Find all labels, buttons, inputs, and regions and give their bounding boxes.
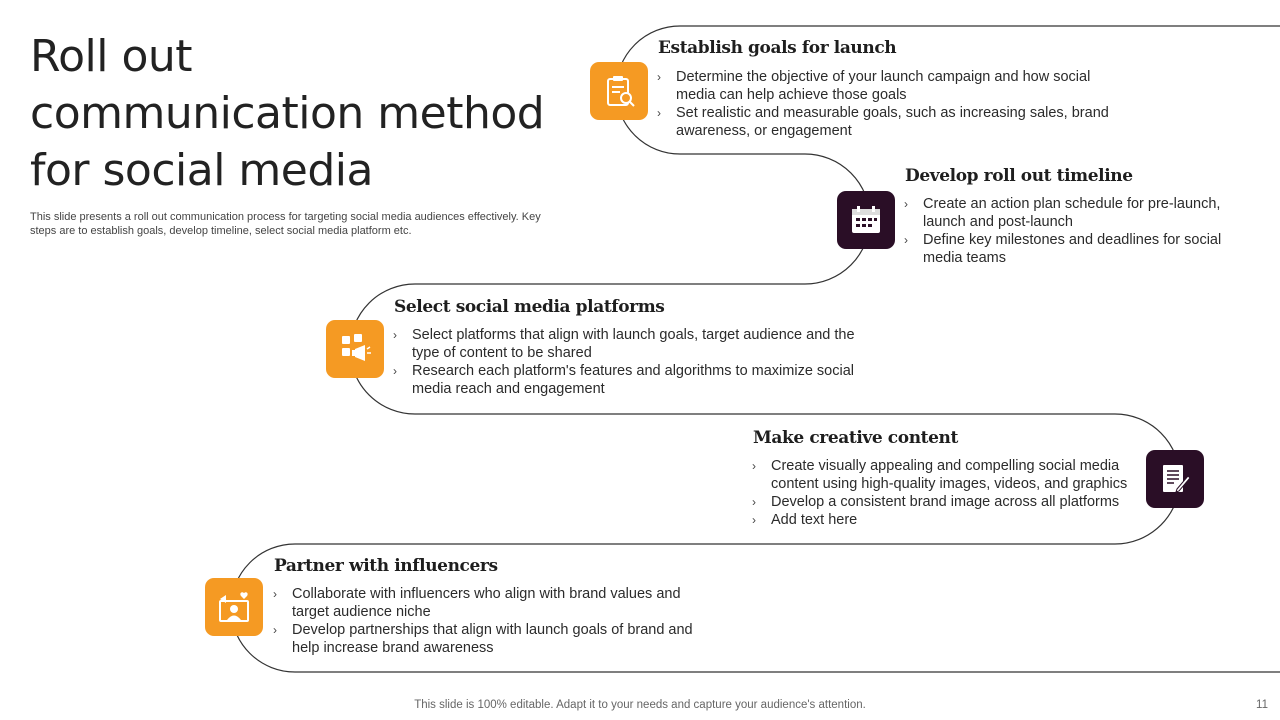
step-3-bullets — [393, 326, 873, 398]
list-item: › Set realistic and measurable goals, such as increasing sales, brand awareness, or engagement — [657, 104, 1127, 140]
step-4-bullets — [752, 457, 1144, 529]
step-1-title: Establish goals for launch — [658, 38, 897, 58]
list-item: › Research each platform's features and algorithms to maximize social media reach and engagement — [393, 362, 873, 398]
list-item: › Create visually appealing and compelling social media content using high-quality images, videos, and graphics — [752, 457, 1144, 493]
step-2-bullets — [904, 195, 1244, 267]
calendar-icon — [837, 191, 895, 249]
list-item: › Develop partnerships that align with launch goals of brand and help increase brand awareness — [273, 621, 713, 657]
list-item: › Determine the objective of your launch campaign and how social media can help achieve those goals — [657, 68, 1127, 104]
document-pen-icon — [1146, 450, 1204, 508]
clipboard-search-icon — [590, 62, 648, 120]
list-item: › Select platforms that align with launch goals, target audience and the type of content to be shared — [393, 326, 873, 362]
step-4-title: Make creative content — [753, 428, 958, 448]
list-item: › Define key milestones and deadlines for social media teams — [904, 231, 1244, 267]
step-5-bullets — [273, 585, 713, 657]
list-item: › Collaborate with influencers who align with brand values and target audience niche — [273, 585, 713, 621]
step-1-bullets — [657, 68, 1127, 140]
influencer-promotion-icon — [205, 578, 263, 636]
footer-note: This slide is 100% editable. Adapt it to your needs and capture your audience's attention. — [414, 699, 866, 711]
social-media-megaphone-icon — [326, 320, 384, 378]
list-item: › Create an action plan schedule for pre-launch, launch and post-launch — [904, 195, 1244, 231]
list-item: › Develop a consistent brand image across all platforms — [752, 493, 1144, 511]
page-number: 11 — [1256, 699, 1268, 711]
list-item: › Add text here — [752, 511, 1144, 529]
step-2-title: Develop roll out timeline — [905, 166, 1133, 186]
step-3-title: Select social media platforms — [394, 297, 665, 317]
slide-title: Roll out communication method for social media — [30, 31, 545, 196]
slide-subtitle: This slide presents a roll out communication process for targeting social media audiences effectively. Key steps are to establish goals, develop timeline, select social media platform etc. — [30, 211, 541, 237]
step-5-title: Partner with influencers — [274, 556, 498, 576]
